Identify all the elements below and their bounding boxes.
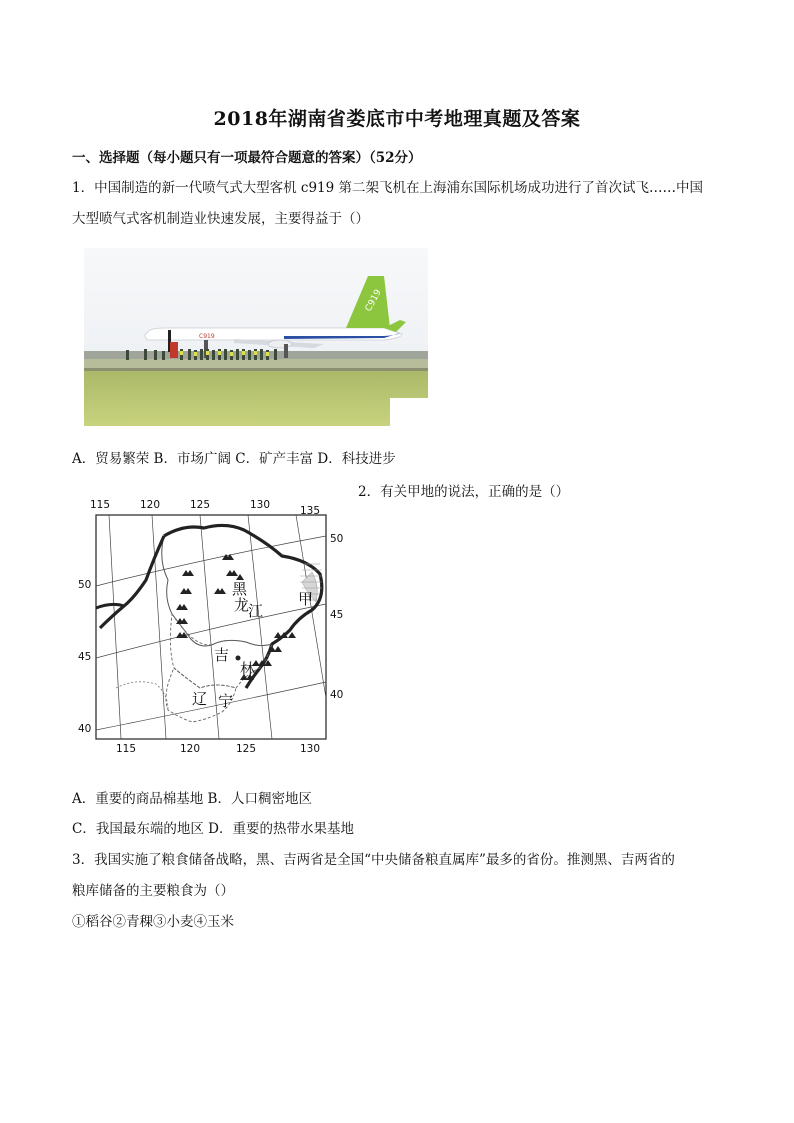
question-1-options: A．贸易繁荣 B．市场广阔 C．矿产丰富 D．科技进步	[72, 451, 396, 467]
lon-label-bottom: 115	[116, 743, 137, 755]
province-label-hei: 黑	[232, 580, 248, 598]
lat-label-left: 45	[78, 651, 92, 663]
question-2-options-line-1: A．重要的商品棉基地 B．人口稠密地区	[72, 791, 312, 807]
lon-label-top: 115	[90, 499, 111, 511]
lon-label-top: 125	[190, 499, 211, 511]
question-1-stem-line-1: 1．中国制造的新一代喷气式大型客机 c919 第二架飞机在上海浦东国际机场成功进行了首次试飞……中国	[72, 180, 703, 196]
lon-label-top: 135	[300, 505, 321, 517]
province-label-long: 龙	[234, 596, 250, 614]
province-label-liao: 辽	[192, 690, 208, 708]
runway-edge	[84, 368, 428, 371]
section-heading: 一、选择题（每小题只有一项最符合题意的答案）（52分）	[72, 150, 422, 166]
lon-label-bottom: 130	[300, 743, 321, 755]
aircraft-livery: C919	[199, 333, 215, 340]
question-2-stem: 2．有关甲地的说法，正确的是（）	[358, 484, 570, 500]
question-3-stem-line-2: 粮库储备的主要粮食为（）	[72, 883, 234, 899]
page-title: 2018年湖南省娄底市中考地理真题及答案	[213, 108, 581, 130]
province-label-jiang: 江	[248, 602, 264, 620]
lat-label-left: 50	[78, 579, 92, 591]
tail-mark: C919	[363, 287, 384, 314]
question-2-options-line-2: C．我国最东端的地区 D．重要的热带水果基地	[72, 821, 354, 837]
province-label-lin: 林	[240, 660, 256, 678]
lon-label-top: 120	[140, 499, 161, 511]
province-label-ning: 宁	[218, 692, 234, 710]
lon-label-bottom: 120	[180, 743, 201, 755]
lat-label-right: 40	[330, 689, 344, 701]
lat-label-left: 40	[78, 723, 92, 735]
province-label-ji: 吉	[214, 646, 230, 664]
question-1-stem-line-2: 大型喷气式客机制造业快速发展，主要得益于（）	[72, 211, 369, 227]
c919-aircraft-photo	[84, 248, 428, 426]
lat-label-right: 50	[330, 533, 344, 545]
northeast-china-map	[76, 498, 356, 760]
lon-label-bottom: 125	[236, 743, 257, 755]
question-3-stem-line-1: 3．我国实施了粮食储备战略，黑、吉两省是全国“中央储备粮直属库”最多的省份。推测黑、吉两省的	[72, 852, 675, 868]
lat-label-right: 45	[330, 609, 344, 621]
lon-label-top: 130	[250, 499, 271, 511]
grass-field	[84, 369, 428, 426]
question-3-choices: ①稻谷②青稞③小麦④玉米	[72, 914, 234, 930]
region-label-jia: 甲	[298, 590, 314, 608]
